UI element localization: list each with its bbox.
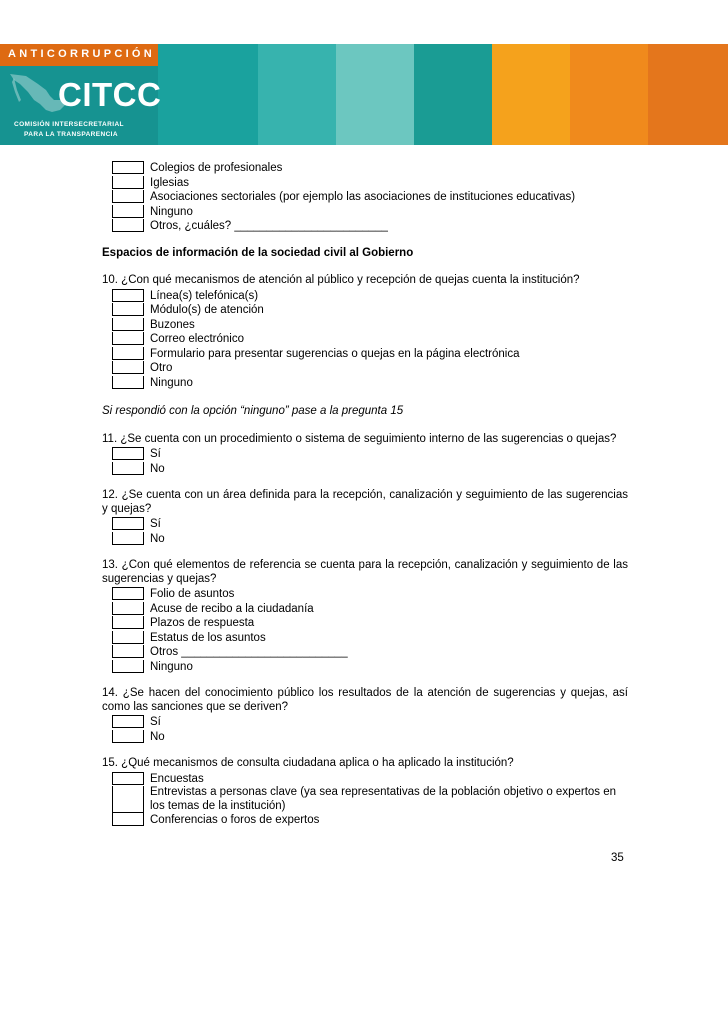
banner-color-block [570,44,648,145]
option-row [102,161,628,176]
option-label: Sí [150,448,161,460]
questionnaire-body [102,160,628,828]
option-label: Folio de asuntos [150,588,235,600]
option-row [102,813,628,828]
option-list-top [102,161,628,234]
option-label: Estatus de los asuntos [150,631,266,644]
option-row [102,602,628,617]
skip-instruction: Si respondió con la opción “ninguno” pase a la pregunta 15 [102,405,404,417]
option-row [102,376,628,391]
banner-color-block [648,44,728,145]
answer-box[interactable] [112,631,144,644]
option-label: Otro [150,362,173,374]
answer-box[interactable] [112,786,144,813]
answer-box[interactable] [112,361,144,374]
answer-box[interactable] [112,616,144,629]
option-row [102,176,628,191]
option-label: Asociaciones sectoriales (por ejemplo las asociaciones de instituciones educativas) [150,191,576,203]
option-label: Correo electrónico [150,333,244,345]
option-label: Acuse de recibo a la ciudadanía [150,602,314,615]
option-label: Iglesias [150,176,189,189]
option-label: No [150,462,165,475]
question-12: 12. ¿Se cuenta con un área definida para la recepción, canalización y seguimiento de las sugerencias y quejas? [102,489,628,515]
logo-text: CITCC [58,76,162,113]
option-label: No [150,730,165,743]
answer-box[interactable] [112,715,144,728]
answer-box[interactable] [112,318,144,331]
banner-color-block [158,44,258,145]
answer-box[interactable] [112,660,144,673]
option-row [102,318,628,333]
banner-color-block [336,44,414,145]
option-label: Formulario para presentar sugerencias o quejas en la página electrónica [150,347,520,360]
option-row [102,715,628,730]
option-label: Ninguno [150,376,193,389]
banner-color-block [414,44,492,145]
option-row [102,660,628,675]
logo-subtitle: COMISIÓN INTERSECRETARIAL [14,121,124,128]
question-15: 15. ¿Qué mecanismos de consulta ciudadana aplica o ha aplicado la institución? [102,757,514,769]
question-10: 10. ¿Con qué mecanismos de atención al público y recepción de quejas cuenta la institución? [102,274,580,286]
option-list-q14 [102,715,628,744]
option-row [102,361,628,376]
option-label: Ninguno [150,205,193,218]
answer-box[interactable] [112,772,144,785]
page-number: 35 [611,852,624,864]
option-row [102,332,628,347]
answer-box[interactable] [112,205,144,218]
answer-box[interactable] [112,462,144,475]
option-row [102,730,628,745]
option-label: Encuestas [150,772,204,785]
option-row [102,205,628,220]
option-label: Sí [150,518,161,530]
answer-box[interactable] [112,161,144,174]
option-row [102,447,628,462]
answer-box[interactable] [112,532,144,545]
option-list-q12 [102,517,628,546]
option-list-q15 [102,772,628,828]
banner-strip-text: ANTICORRUPCIÓN [8,48,156,60]
banner-color-block [492,44,570,145]
option-row [102,532,628,547]
option-label: Plazos de respuesta [150,617,255,629]
answer-box[interactable] [112,602,144,615]
option-row [102,631,628,646]
answer-box[interactable] [112,303,144,316]
option-row [102,303,628,318]
option-row [102,517,628,532]
option-label: Conferencias o foros de expertos [150,814,320,826]
answer-box[interactable] [112,219,144,232]
option-label: Otros __________________________ [150,646,348,658]
answer-box[interactable] [112,190,144,203]
question-11: 11. ¿Se cuenta con un procedimiento o sistema de seguimiento interno de las sugerencias o quejas? [102,432,617,445]
option-row [102,219,628,234]
answer-box[interactable] [112,376,144,389]
banner-color-block [258,44,336,145]
option-row [102,289,628,304]
option-label: Buzones [150,318,195,331]
option-list-q10 [102,289,628,391]
answer-box[interactable] [112,347,144,360]
answer-box[interactable] [112,332,144,345]
option-label: No [150,532,165,545]
option-label: Línea(s) telefónica(s) [150,289,259,302]
option-label: Otros, ¿cuáles? ________________________ [150,220,388,232]
option-row [102,587,628,602]
answer-box[interactable] [112,447,144,460]
option-label: Entrevistas a personas clave (ya sea representativas de la población objetivo o expertos en los temas de la institución) [150,786,617,812]
answer-box[interactable] [112,645,144,658]
option-row [102,786,628,813]
option-row [102,190,628,205]
section-heading: Espacios de información de la sociedad civil al Gobierno [102,246,414,259]
option-row [102,347,628,362]
option-label: Sí [150,716,161,728]
answer-box[interactable] [112,813,144,826]
option-label: Colegios de profesionales [150,162,283,174]
answer-box[interactable] [112,176,144,189]
option-list-q11 [102,447,628,476]
option-list-q13 [102,587,628,674]
answer-box[interactable] [112,587,144,600]
option-label: Módulo(s) de atención [150,304,264,316]
option-label: Ninguno [150,660,193,673]
question-14: 14. ¿Se hacen del conocimiento público los resultados de la atención de sugerencias y quejas, así como las sanciones que se deriven? [102,687,628,713]
option-row [102,645,628,660]
question-13: 13. ¿Con qué elementos de referencia se cuenta para la recepción, canalización y seguimiento de las sugerencias y quejas? [102,559,628,585]
option-row [102,772,628,787]
answer-box[interactable] [112,730,144,743]
answer-box[interactable] [112,517,144,530]
option-row [102,616,628,631]
header-banner [0,44,728,145]
answer-box[interactable] [112,289,144,302]
option-row [102,462,628,477]
logo-subtitle: PARA LA TRANSPARENCIA [24,131,118,138]
